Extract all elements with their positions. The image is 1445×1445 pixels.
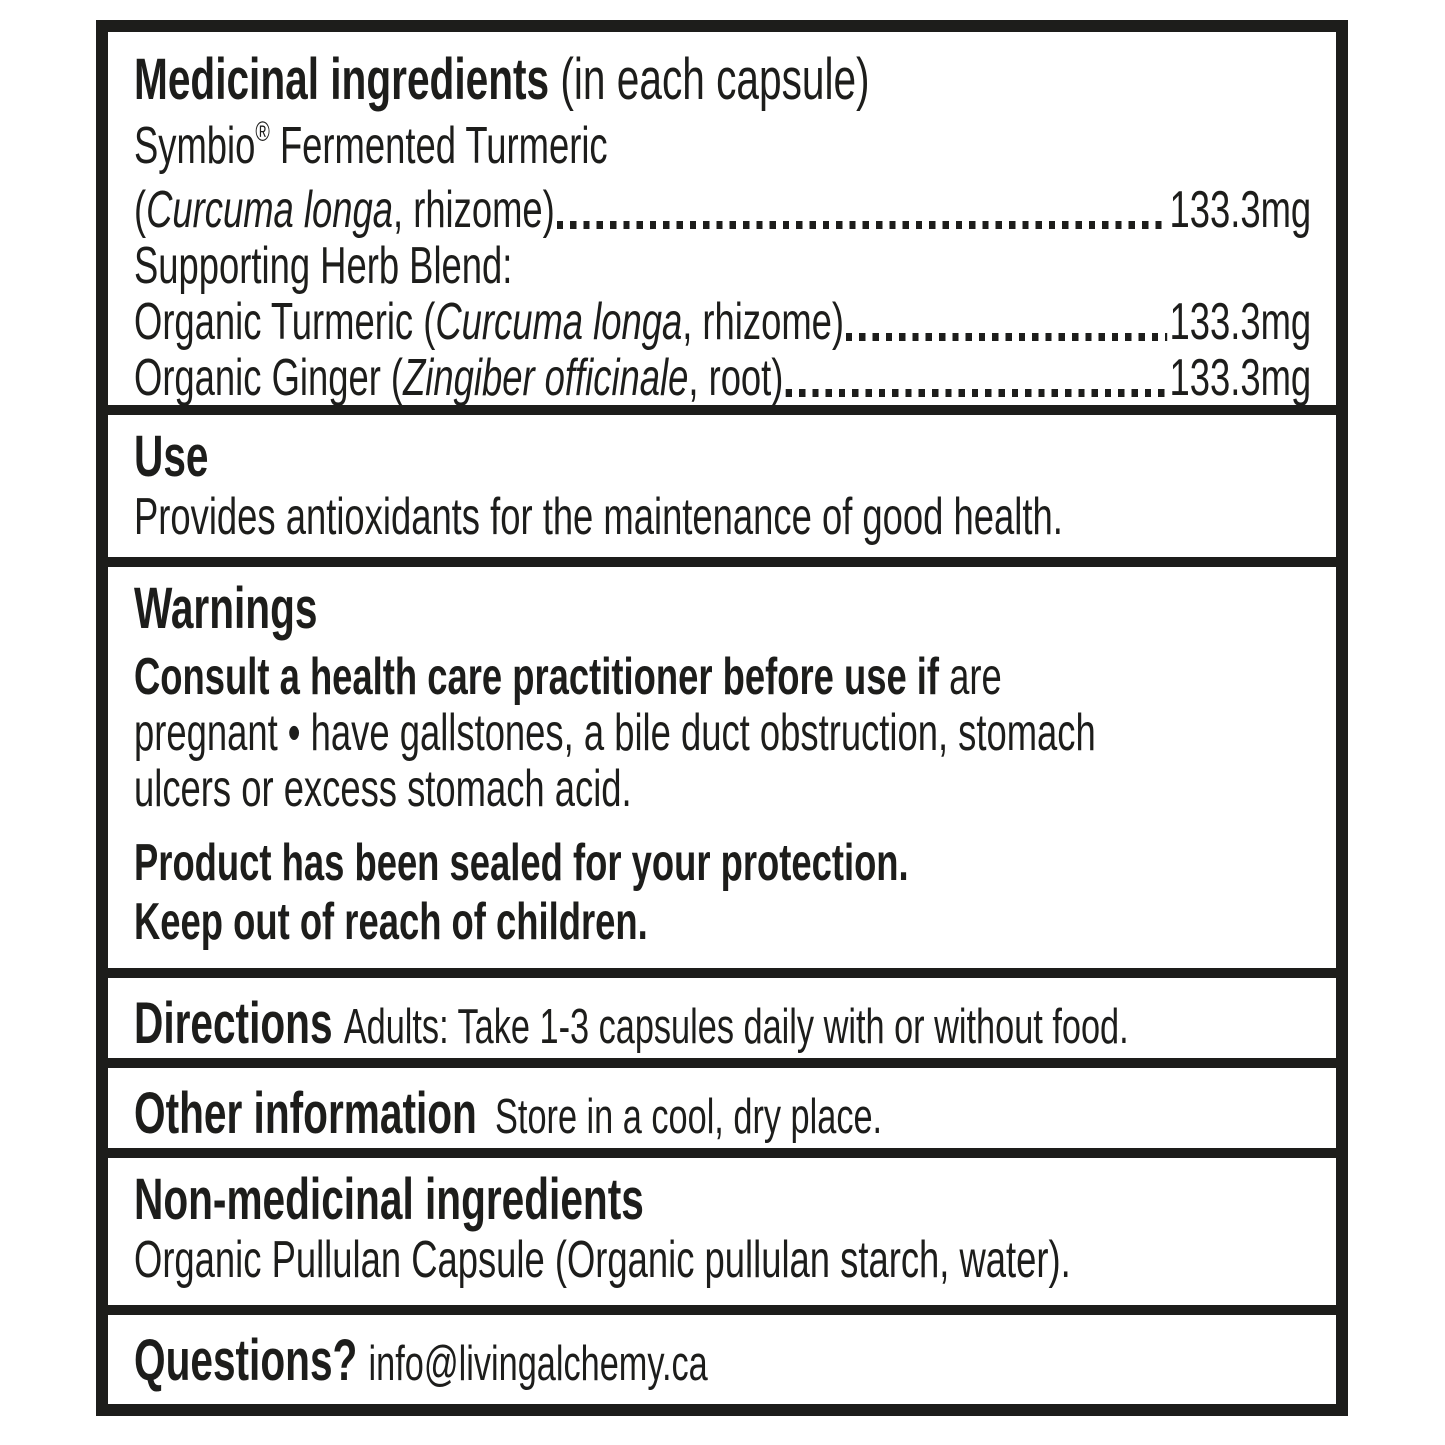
ingredient-name-rest: Fermented Turmeric [269, 117, 608, 175]
dot-leader [846, 333, 1167, 341]
other-information-heading: Other information [134, 1081, 477, 1146]
warnings-children-statement: Keep out of reach of children. [134, 893, 648, 951]
section-directions [108, 978, 1336, 1068]
section-other-information [108, 1068, 1336, 1158]
medicinal-heading-note: (in each capsule) [560, 47, 870, 112]
section-use [108, 415, 1336, 567]
ingredient-brand-name: Symbio [134, 117, 256, 175]
questions-heading: Questions? [134, 1328, 358, 1393]
medicinal-heading: Medicinal ingredients [134, 47, 550, 112]
ingredient-row-organic-ginger [134, 350, 1311, 406]
non-medicinal-heading: Non-medicinal ingredients [134, 1167, 644, 1232]
warnings-consult-rest: are [939, 648, 1002, 706]
ingredient-row-organic-turmeric [134, 294, 1311, 350]
supporting-herb-blend-subheading: Supporting Herb Blend: [134, 237, 513, 295]
dot-leader [557, 221, 1168, 229]
warnings-consult-line1 [134, 649, 1311, 705]
ingredient-latin-name: (Curcuma longa, rhizome) [134, 181, 555, 239]
dot-leader [786, 389, 1168, 397]
ingredient-name: Organic Ginger (Zingiber officinale, root) [134, 349, 784, 407]
questions-email: info@livingalchemy.ca [368, 1337, 708, 1391]
other-information-line [134, 1082, 1311, 1146]
directions-heading: Directions [134, 991, 333, 1056]
registered-trademark-symbol: ® [255, 116, 270, 147]
section-non-medicinal-ingredients [108, 1158, 1336, 1315]
ingredient-amount: 133.3mg [1169, 349, 1312, 407]
supplement-label-panel [96, 20, 1348, 1416]
ingredient-name: Organic Turmeric (Curcuma longa, rhizome) [134, 293, 845, 351]
ingredient-row-fermented-turmeric [134, 182, 1311, 238]
non-medicinal-body: Organic Pullulan Capsule (Organic pullulan starch, water). [134, 1231, 1071, 1289]
ingredient-amount: 133.3mg [1169, 293, 1312, 351]
section-warnings [108, 567, 1336, 978]
warnings-consult-bold: Consult a health care practitioner before use if [134, 648, 940, 706]
warnings-heading: Warnings [134, 576, 318, 641]
use-body: Provides antioxidants for the maintenance of good health. [134, 488, 1063, 546]
directions-line [134, 992, 1311, 1056]
questions-line [134, 1329, 1311, 1393]
warnings-sealed-statement: Product has been sealed for your protection. [134, 834, 909, 892]
directions-body: Adults: Take 1-3 capsules daily with or without food. [343, 1000, 1129, 1054]
ingredient-symbio-name-line [134, 118, 1311, 182]
section-questions [108, 1315, 1336, 1404]
section-medicinal-ingredients [108, 32, 1336, 415]
warnings-consult-line3: ulcers or excess stomach acid. [134, 760, 632, 818]
medicinal-heading-line [134, 48, 1311, 112]
ingredient-amount: 133.3mg [1169, 181, 1312, 239]
other-information-body: Store in a cool, dry place. [495, 1090, 883, 1144]
use-heading: Use [134, 424, 209, 489]
warnings-consult-line2: pregnant • have gallstones, a bile duct obstruction, stomach [134, 704, 1096, 762]
